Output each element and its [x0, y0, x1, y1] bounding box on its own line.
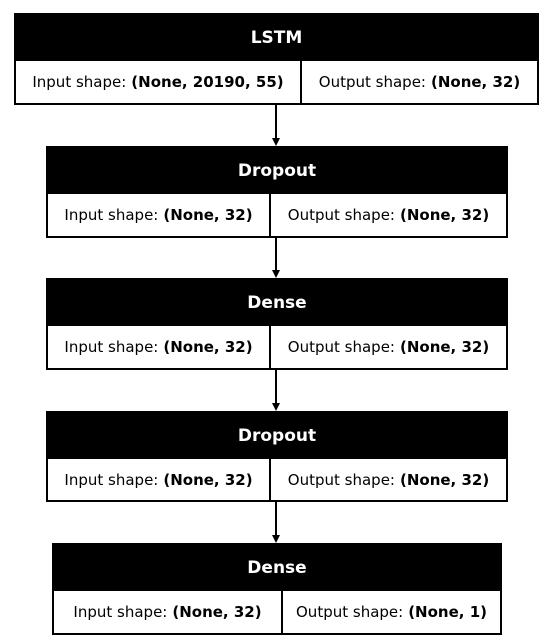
input-shape-value: (None, 32) [163, 470, 253, 489]
layer-title: Dense [48, 280, 506, 326]
layer-shapes [48, 459, 506, 500]
output-shape-value: (None, 1) [408, 603, 487, 621]
layer-lstm [14, 13, 539, 105]
input-shape-value: (None, 32) [163, 206, 253, 224]
input-shape-cell [48, 326, 269, 368]
output-shape-label: Output shape: [287, 338, 395, 356]
input-shape-cell [16, 61, 300, 103]
layer-shapes [54, 591, 500, 633]
layer-shapes [48, 194, 506, 236]
input-shape-cell [54, 591, 281, 633]
layer-dropout-2 [46, 411, 508, 502]
output-shape-cell [269, 459, 506, 500]
layer-dense-2 [52, 543, 502, 635]
input-shape-label: Input shape: [64, 470, 159, 489]
input-shape-label: Input shape: [64, 206, 159, 224]
layer-title: Dense [54, 545, 500, 591]
output-shape-cell [269, 194, 506, 236]
layer-title: Dropout [48, 148, 506, 194]
output-shape-value: (None, 32) [399, 470, 490, 489]
output-shape-label: Output shape: [318, 73, 426, 91]
layer-title: LSTM [16, 15, 537, 61]
layer-shapes [48, 326, 506, 368]
input-shape-cell [48, 194, 269, 236]
input-shape-label: Input shape: [73, 603, 168, 621]
input-shape-value: (None, 20190, 55) [131, 73, 284, 91]
output-shape-value: (None, 32) [430, 73, 521, 91]
input-shape-label: Input shape: [64, 338, 159, 356]
output-shape-value: (None, 32) [399, 206, 490, 224]
output-shape-label: Output shape: [296, 603, 404, 621]
layer-dropout-1 [46, 146, 508, 238]
output-shape-cell [281, 591, 500, 633]
output-shape-cell [300, 61, 537, 103]
layer-dense-1 [46, 278, 508, 370]
input-shape-value: (None, 32) [163, 338, 253, 356]
output-shape-label: Output shape: [287, 470, 395, 489]
output-shape-cell [269, 326, 506, 368]
input-shape-value: (None, 32) [172, 603, 262, 621]
layer-shapes [16, 61, 537, 103]
output-shape-value: (None, 32) [399, 338, 490, 356]
output-shape-label: Output shape: [287, 206, 395, 224]
input-shape-label: Input shape: [32, 73, 127, 91]
layer-title: Dropout [48, 413, 506, 459]
input-shape-cell [48, 459, 269, 500]
